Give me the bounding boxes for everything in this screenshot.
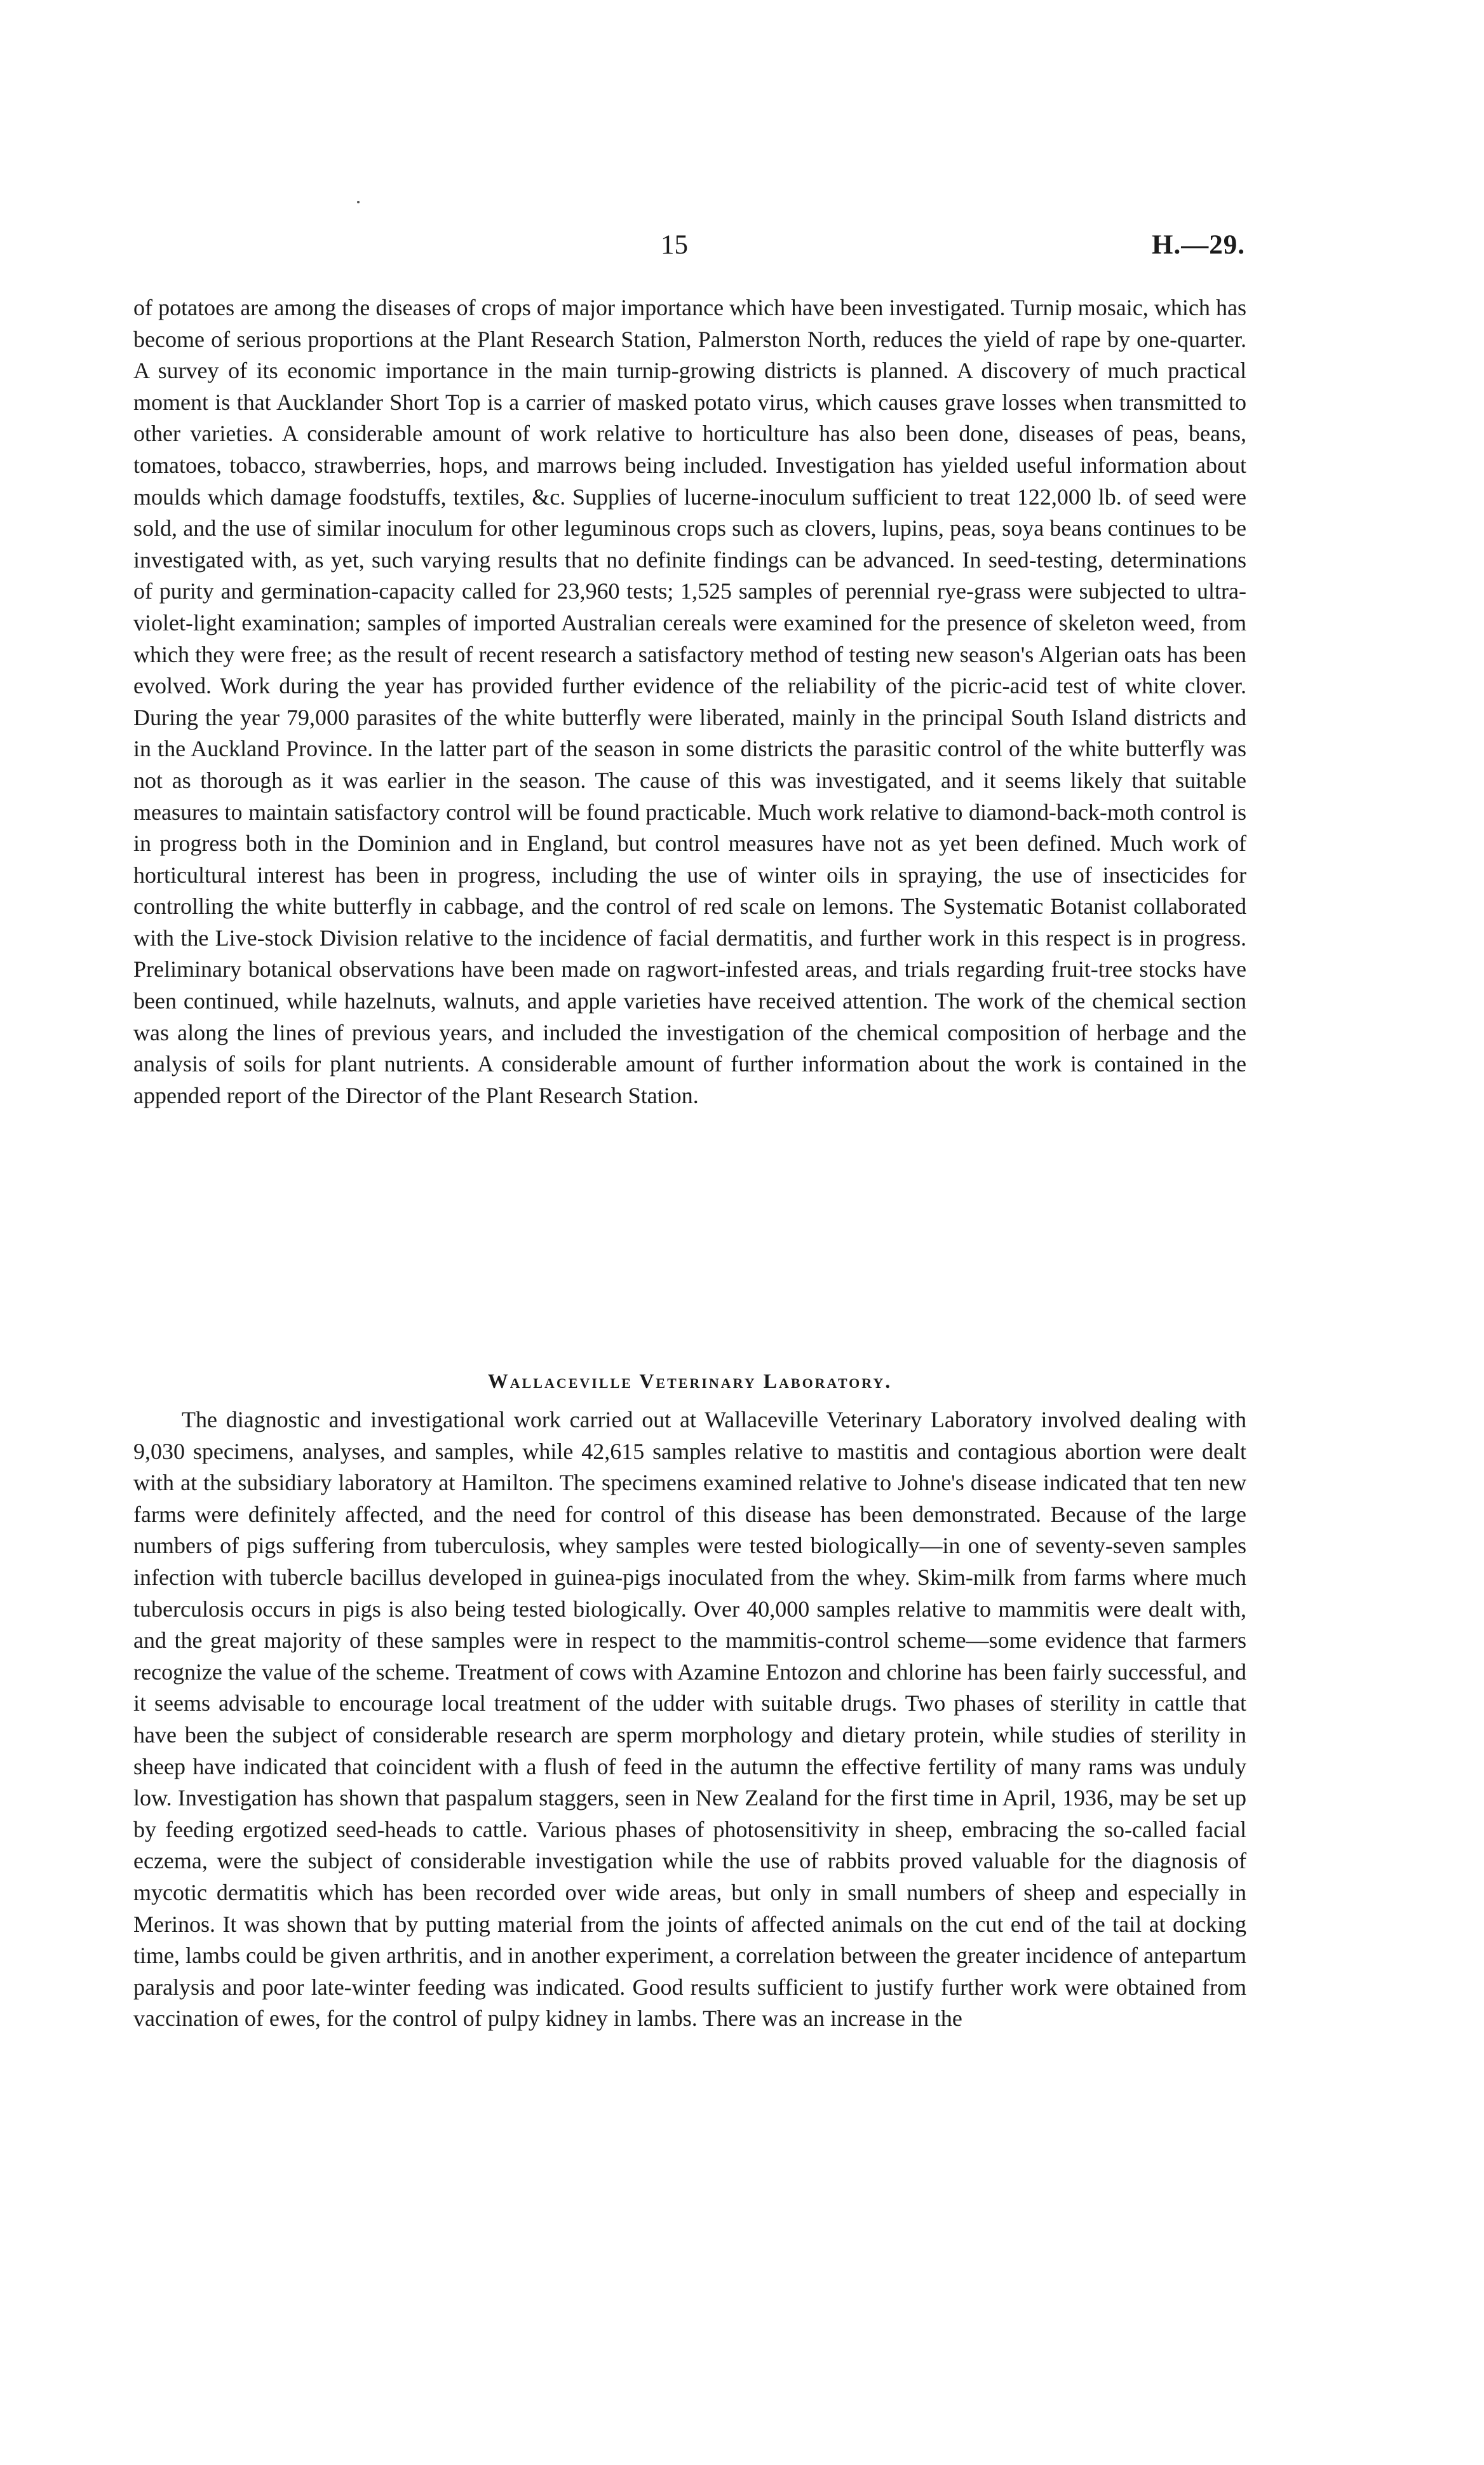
paragraph-plant-research-continued: of potatoes are among the diseases of crops of major importance which have been investigated. Turnip mosaic, which has become of serious proportions at the Plant Research Station, Palmerston North, reduces the yield of rape by one-quarter. A survey of its economic importance in the main turnip-growing districts is planned. A discovery of much practical moment is that Aucklander Short Top is a carrier of masked potato virus, which causes grave losses when transmitted to other varieties. A considerable amount of work relative to horticulture has also been done, diseases of peas, beans, tomatoes, tobacco, strawberries, hops, and marrows being included. Investigation has yielded useful information about moulds which damage foodstuffs, textiles, &c. Supplies of lucerne-inoculum sufficient to treat 122,000 lb. of seed were sold, and the use of similar inoculum for other leguminous crops such as clovers, lupins, peas, soya beans continues to be investigated with, as yet, such varying results that no definite findings can be advanced. In seed-testing, determinations of purity and germination-capacity called for 23,960 tests; 1,525 samples of perennial rye-grass were subjected to ultra-violet-light examination; samples of imported Australian cereals were examined for the presence of skeleton weed, from which they were free; as the result of recent research a satisfactory method of testing new season's Algerian oats has been evolved. Work during the year has provided further evidence of the reliability of the picric-acid test of white clover. During the year 79,000 parasites of the white butterfly were liberated, mainly in the principal South Island districts and in the Auckland Province. In the latter part of the season in some districts the parasitic control of the white butterfly was not as thorough as it was earlier in the season. The cause of this was investigated, and it seems likely that suitable measures to maintain satisfactory control will be found practicable. Much work relative to diamond-back-moth control is in progress both in the Dominion and in England, but control measures have not as yet been defined. Much work of horticultural interest has been in progress, including the use of winter oils in spraying, the use of insecticides for controlling the white butterfly in cabbage, and the control of red scale on lemons. The Systematic Botanist collaborated with the Live-stock Division relative to the incidence of facial dermatitis, and further work in this respect is in progress. Preliminary botanical observations have been made on ragwort-infested areas, and trials regarding fruit-tree stocks have been continued, while hazelnuts, walnuts, and apple varieties have received attention. The work of the chemical section was along the lines of previous years, and included the investigation of the chemical composition of herbage and the analysis of soils for plant nutrients. A considerable amount of further information about the work is contained in the appended report of the Director of the Plant Research Station.: [133, 295, 1246, 1108]
section-heading-wallaceville: Wallaceville Veterinary Laboratory.: [487, 1369, 893, 1392]
page-header: [132, 226, 1245, 264]
page-number: 15: [661, 230, 688, 260]
paragraph-wallaceville: The diagnostic and investigational work carried out at Wallaceville Veterinary Laboratory involved dealing with 9,030 specimens, analyses, and samples, while 42,615 samples relative to mastitis and contagious abortion were dealt with at the subsidiary laboratory at Hamilton. The specimens examined relative to Johne's disease indicated that ten new farms were definitely affected, and the need for control of this disease has been demonstrated. Because of the large numbers of pigs suffering from tuberculosis, whey samples were tested biologically—in one of seventy-seven samples infection with tubercle bacillus developed in guinea-pigs inoculated from the whey. Skim-milk from farms where much tuberculosis occurs in pigs is also being tested biologically. Over 40,000 samples relative to mammitis were dealt with, and the great majority of these samples were in respect to the mammitis-control scheme—some evidence that farmers recognize the value of the scheme. Treatment of cows with Azamine Entozon and chlorine has been fairly successful, and it seems advisable to encourage local treatment of the udder with suitable drugs. Two phases of sterility in cattle that have been the subject of considerable research are sperm morphology and dietary protein, while studies of sterility in sheep have indicated that coincident with a flush of feed in the autumn the effective fertility of many rams was unduly low. Investigation has shown that paspalum staggers, seen in New Zealand for the first time in April, 1936, may be set up by feeding ergotized seed-heads to cattle. Various phases of photosensitivity in sheep, embracing the so-called facial eczema, were the subject of considerable investigation while the use of rabbits proved valuable for the diagnosis of mycotic dermatitis which has been recorded over wide areas, but only in small numbers of sheep and especially in Merinos. It was shown that by putting material from the joints of affected animals on the cut end of the tail at docking time, lambs could be given arthritis, and in another experiment, a correlation between the greater incidence of antepartum paralysis and poor late-winter feeding was indicated. Good results sufficient to justify further work were obtained from vaccination of ewes, for the control of pulpy kidney in lambs. There was an increase in the: [133, 1407, 1246, 2032]
scan-speck: [357, 201, 360, 203]
document-reference: H.—29.: [1152, 230, 1245, 260]
